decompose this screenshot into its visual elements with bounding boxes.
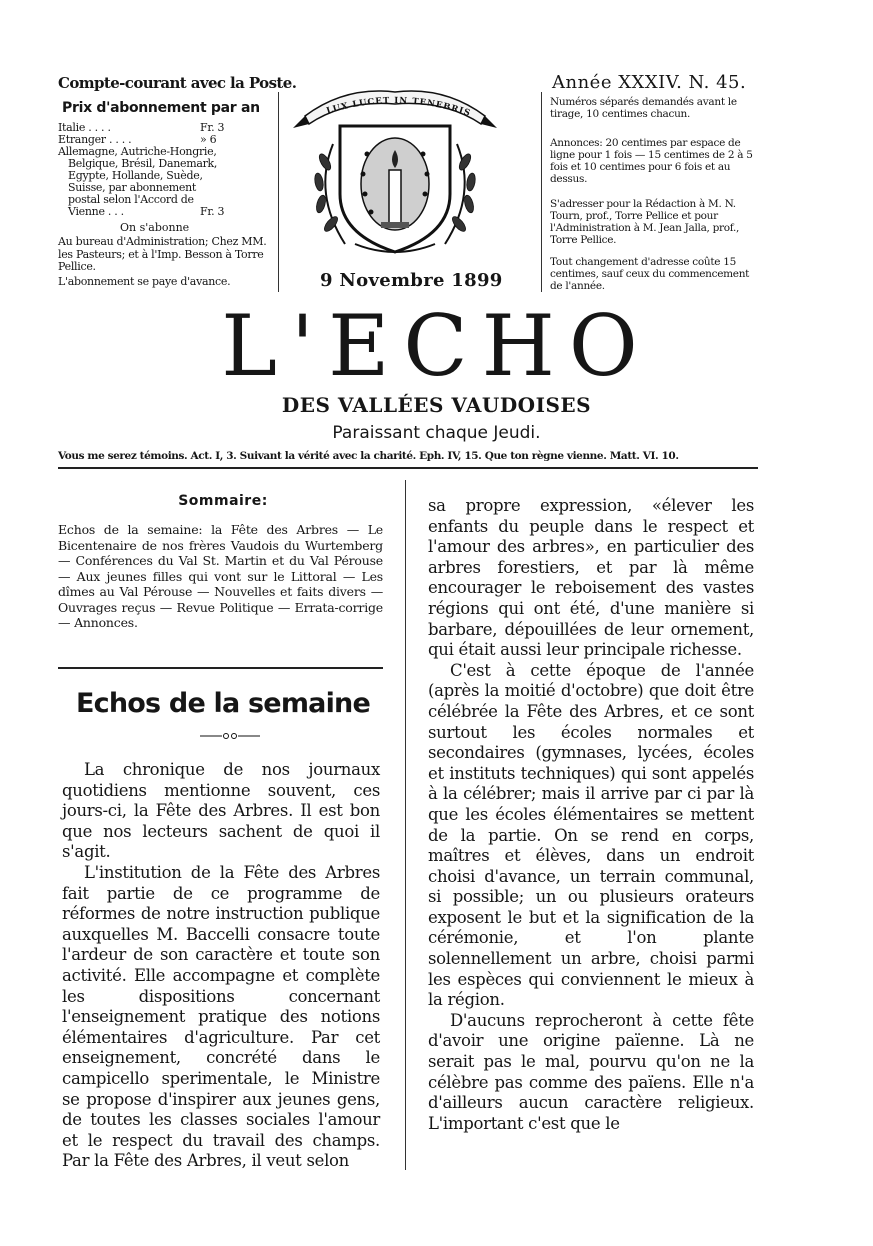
summary-rule [58,667,383,669]
column-divider [405,480,406,1170]
rate-row: Allemagne, Autriche-Hongrie, [58,145,217,158]
header-divider-left [278,92,279,292]
volume-number: Année XXXIV. N. 45. [552,72,747,93]
advance-payment-note: L'abonnement se paye d'avance. [58,275,231,288]
advertising-rates: Annonces: 20 centimes par espace de ligne pour 1 fois — 15 centimes de 2 à 5 fois et 10 centimes pour 6 fois et au dessus. [550,137,753,185]
rate-row: Vienne . . . Fr. 3 [68,205,225,218]
header-rule [58,467,758,469]
rate-row: Belgique, Brésil, Danemark, [68,157,218,170]
address-change-note: Tout changement d'adresse coûte 15 centimes, sauf ceux du commencement de l'année. [550,256,750,292]
paragraph: D'aucuns reprocheront à cette fête d'avoir une origine païenne. Là ne serait pas le mal, pourvu qu'on ne la célèbre pas comme des païens. Elle n'a d'ailleurs aucun caractère religieux. L'important c'est que le [428,1010,754,1133]
rate-row: Egypte, Hollande, Suède, [68,169,203,182]
publication-frequency: Paraissant chaque Jeudi. [332,423,541,443]
scripture-motto: Vous me serez témoins. Act. I, 3. Suivant la vérité avec la charité. Eph. IV, 15. Que ton règne vienne. Matt. VI. 10. [58,450,679,462]
issue-date: 9 Novembre 1899 [320,270,503,291]
subscribe-heading: On s'abonne [120,221,190,234]
article-column-left [62,760,380,1172]
paragraph: sa propre expression, «élever les enfants du peuple dans le respect et l'amour des arbres», en particulier des arbres forestiers, et par là même encourager le reboisement des vastes régions qui ont été, d'une manière si barbare, dépouillées de leur ornement, qui était aussi leur principale richesse. [428,496,754,660]
paragraph: C'est à cette époque de l'année (après la moitié d'octobre) que doit être célébrée la Fête des Arbres, et ce sont surtout les écoles normales et secondaires (gymnases, lycées, écoles et instituts techniques) qui sont appelés à la célébrer; mais il arrive par ci par là que les écoles élémentaires se mettent de la partie. On se rend en corps, maîtres et élèves, dans un endroit choisi d'avance, un terrain communal, si possible; un ou plusieurs orateurs exposent le but et la signification de la cérémonie, et l'on plante solennellement un arbre, choisi parmi les espèces qui conviennent le mieux à la région. [428,660,754,1010]
summary-heading: Sommaire: [178,493,268,509]
paragraph: La chronique de nos journaux quotidiens mentionne souvent, ces jours-ci, la Fête des Arbres. Il est bon que nos lecteurs sachent de quoi il s'agit. [62,760,380,862]
emblem-motto: LUX LUCET IN TENEBRIS [325,95,473,119]
newspaper-subtitle: DES VALLÉES VAUDOISES [281,393,592,417]
postal-account-note: Compte-courant avec la Poste. [58,74,297,92]
waldensian-emblem [285,84,505,259]
section-heading: Echos de la semaine [76,688,370,719]
article-column-right [428,496,754,1134]
subscribe-locations: Au bureau d'Administration; Chez MM. les Pasteurs; et à l'Imp. Besson à Torre Pellice. [58,235,267,273]
ornament-divider [200,730,260,742]
newspaper-title: L'ECHO [221,297,652,395]
single-issue-note: Numéros séparés demandés avant le tirage, 10 centimes chacun. [550,96,737,120]
rate-row: Suisse, par abonnement [68,181,197,194]
contact-addresses: S'adresser pour la Rédaction à M. N. Tourn, prof., Torre Pellice et pour l'Administration à M. Jean Jalla, prof., Torre Pellice. [550,198,740,246]
rate-row: Italie . . . . Fr. 3 [58,121,225,134]
rate-row: Etranger . . . . » 6 [58,133,217,146]
summary-text: Echos de la semaine: la Fête des Arbres — Le Bicentenaire de nos frères Vaudois du Wurtemberg — Conférences du Val St. Martin et du Val Pérouse — Aux jeunes filles qui vont sur le Littoral — Les dîmes au Val Pérouse — Nouvelles et faits divers — Ouvrages reçus — Revue Politique — Errata-corrige — Annonces. [58,522,383,630]
header-divider-right [541,92,542,292]
paragraph: L'institution de la Fête des Arbres fait partie de ce programme de réformes de notre instruction publique auxquelles M. Baccelli consacre toute l'ardeur de son caractère et toute son activité. Elle accompagne et complète les dispositions concernant l'enseignement pratique des notions élémentaires d'agriculture. Par cet enseignement, concrété dans le campicello sperimentale, le Ministre se propose d'inspirer aux jeunes gens, de toutes les classes sociales l'amour et le respect du travail des champs. Par la Fête des Arbres, il veut selon [62,862,380,1171]
subscription-heading: Prix d'abonnement par an [62,100,260,116]
rate-row: postal selon l'Accord de [68,193,194,206]
